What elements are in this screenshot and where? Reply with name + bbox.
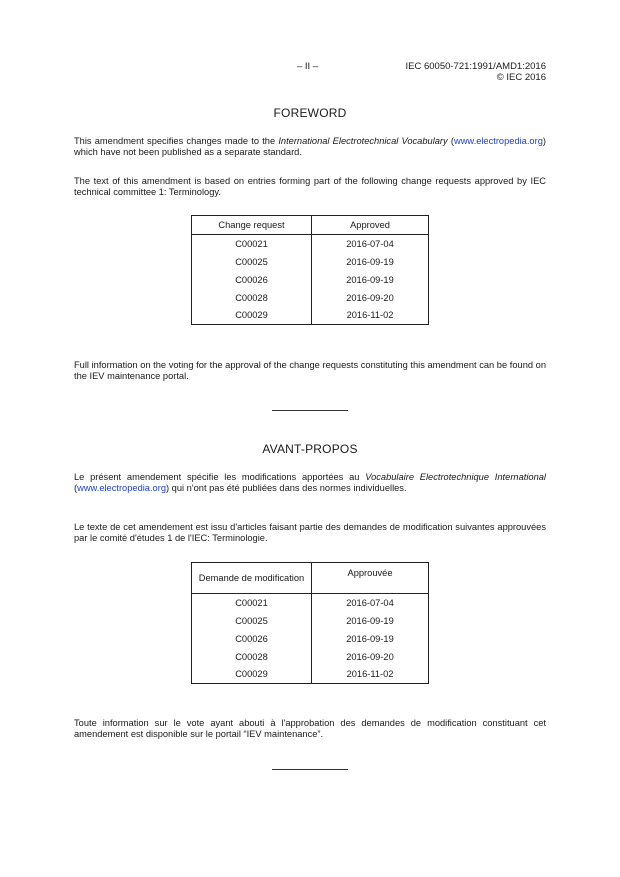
- change-request-id: C00029: [192, 666, 312, 684]
- foreword-change-request-table: [191, 215, 429, 325]
- fw-p1-start: This amendment specifies changes made to the: [74, 136, 279, 146]
- ap-p1-start: Le présent amendement spécifie les modifications apportées au: [74, 472, 366, 482]
- foreword-title: FOREWORD: [273, 106, 347, 120]
- change-request-id: C00021: [192, 235, 312, 253]
- table-row: [192, 648, 429, 666]
- table-row: [192, 630, 429, 648]
- table-row: [192, 253, 429, 271]
- foreword-separator: [272, 410, 348, 411]
- fw-p1-end: ) which have not been published as a separate standard.: [74, 136, 546, 158]
- avant-propos-paragraph-2: Le texte de cet amendement est issu d'articles faisant partie des demandes de modification suivantes approuvées par le comité d'études 1 de l'IEC: Terminologie.: [74, 522, 546, 544]
- approval-date: 2016-09-19: [312, 630, 429, 648]
- ap-p1-italic: Vocabulaire Electrotechnique International: [365, 472, 546, 482]
- change-request-id: C00025: [192, 612, 312, 630]
- table-row: [192, 612, 429, 630]
- electropedia-link[interactable]: www.electropedia.org: [453, 136, 543, 146]
- table-body: [192, 594, 429, 684]
- foreword-paragraph-1: [74, 136, 546, 158]
- change-request-id: C00029: [192, 307, 312, 325]
- approval-date: 2016-11-02: [312, 307, 429, 325]
- approval-date: 2016-09-19: [312, 271, 429, 289]
- table-header-approuvee: Approuvée: [312, 563, 429, 594]
- change-request-id: C00021: [192, 594, 312, 612]
- foreword-paragraph-2: The text of this amendment is based on entries forming part of the following change requests approved by IEC technical committee 1: Terminology.: [74, 176, 546, 198]
- electropedia-link-fr[interactable]: www.electropedia.org: [77, 483, 166, 494]
- approval-date: 2016-09-20: [312, 648, 429, 666]
- table-row: [192, 235, 429, 253]
- table-row: [192, 271, 429, 289]
- change-request-id: C00025: [192, 253, 312, 271]
- document-id: IEC 60050-721:1991/AMD1:2016: [405, 61, 546, 72]
- avant-propos-paragraph-3: Toute information sur le vote ayant abouti à l'approbation des demandes de modification constituant cet amendement est disponible sur le portail “IEV maintenance”.: [74, 718, 546, 740]
- approval-date: 2016-09-19: [312, 253, 429, 271]
- approval-date: 2016-07-04: [312, 594, 429, 612]
- ap-p1-end: ) qui n'ont pas été publiées dans des normes individuelles.: [166, 483, 407, 494]
- table-row: [192, 289, 429, 307]
- copyright: © IEC 2016: [496, 72, 546, 83]
- table-body: [192, 235, 429, 325]
- approval-date: 2016-07-04: [312, 235, 429, 253]
- approval-date: 2016-11-02: [312, 666, 429, 684]
- fw-p1-open: (: [447, 136, 454, 146]
- table-header-approved: Approved: [312, 216, 429, 235]
- approval-date: 2016-09-20: [312, 289, 429, 307]
- table-header-demande: Demande de modification: [192, 563, 312, 594]
- page-number: – II –: [297, 61, 319, 72]
- table-row: [192, 594, 429, 612]
- change-request-id: C00028: [192, 648, 312, 666]
- table-row: [192, 666, 429, 684]
- approval-date: 2016-09-19: [312, 612, 429, 630]
- ap-p1-open: (: [74, 483, 78, 494]
- avant-propos-separator: [272, 769, 348, 770]
- document-reference: [406, 61, 547, 83]
- avant-propos-change-request-table: [191, 562, 429, 684]
- foreword-paragraph-3: Full information on the voting for the approval of the change requests constituting this amendment can be found on the IEV maintenance portal.: [74, 360, 546, 382]
- change-request-id: C00026: [192, 630, 312, 648]
- table-row: [192, 307, 429, 325]
- change-request-id: C00028: [192, 289, 312, 307]
- fw-p1-italic: International Electrotechnical Vocabulary: [278, 136, 448, 146]
- table-header-change-request: Change request: [192, 216, 312, 235]
- avant-propos-title: AVANT-PROPOS: [262, 442, 358, 456]
- change-request-id: C00026: [192, 271, 312, 289]
- avant-propos-paragraph-1: [74, 472, 546, 494]
